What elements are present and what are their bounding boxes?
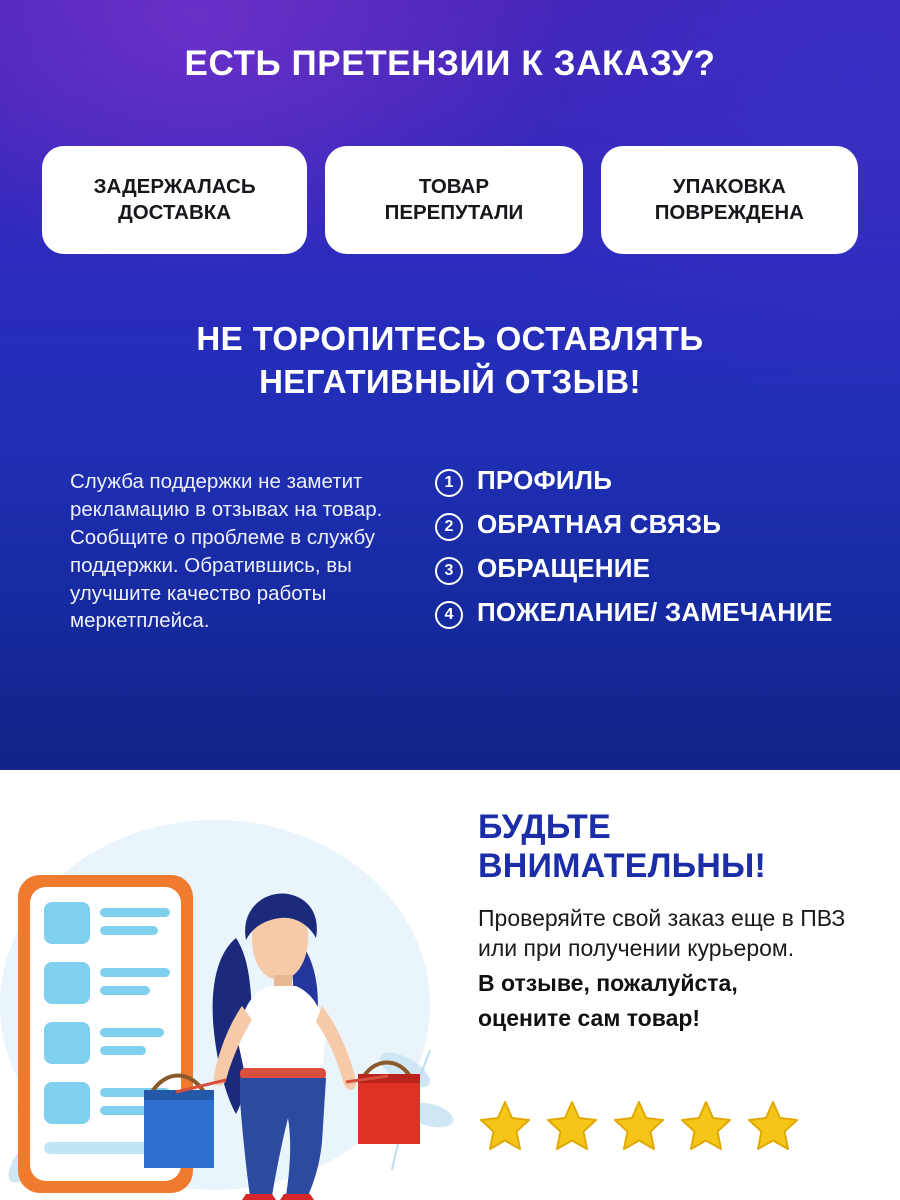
star-icon xyxy=(612,1100,666,1152)
subtitle xyxy=(0,318,900,404)
list-item xyxy=(435,554,855,585)
step-label-request: ОБРАЩЕНИЕ xyxy=(477,553,651,583)
attention-block xyxy=(478,808,878,1033)
attention-body-bold-line2: оцените сам товар! xyxy=(478,1004,701,1031)
chip-delayed-delivery-line1: ЗАДЕРЖАЛАСЬ xyxy=(93,174,256,198)
attention-title xyxy=(478,808,878,887)
woman-with-shopping-bags-and-phone-illustration xyxy=(0,770,470,1200)
star-icon xyxy=(746,1100,800,1152)
star-icon xyxy=(545,1100,599,1152)
chip-wrong-item xyxy=(325,146,582,254)
support-paragraph: Служба поддержки не заметит рекламацию в отзывах на товар. Сообщите о проблеме в службу поддержки. Обратившись, вы улучшите качество работы меркетплейса. xyxy=(70,470,383,633)
star-icon xyxy=(478,1100,532,1152)
list-item xyxy=(435,466,855,497)
rating-stars xyxy=(478,1100,838,1152)
subtitle-line1: НЕ ТОРОПИТЕСЬ ОСТАВЛЯТЬ xyxy=(196,320,704,357)
list-item xyxy=(435,598,855,629)
step-number-1: 1 xyxy=(435,469,463,497)
chip-delayed-delivery-line2: ДОСТАВКА xyxy=(118,201,232,224)
star-icon xyxy=(679,1100,733,1152)
page-title: ЕСТЬ ПРЕТЕНЗИИ К ЗАКАЗУ? xyxy=(184,44,716,83)
chip-wrong-item-line2: ПЕРЕПУТАЛИ xyxy=(384,201,524,224)
attention-title-line1: БУДЬТЕ xyxy=(478,808,611,846)
chip-damaged-packaging-line1: УПАКОВКА xyxy=(672,174,786,198)
attention-title-line2: ВНИМАТЕЛЬНЫ! xyxy=(478,847,767,886)
step-number-2: 2 xyxy=(435,513,463,541)
chip-damaged-packaging-line2: ПОВРЕЖДЕНА xyxy=(654,201,804,224)
list-item xyxy=(435,510,855,541)
subtitle-line2: НЕГАТИВНЫЙ ОТЗЫВ! xyxy=(259,362,641,400)
shopping-bag-red xyxy=(358,1063,420,1145)
attention-body: Проверяйте свой заказ еще в ПВЗ или при получении курьером. xyxy=(478,904,846,962)
bottom-white-panel xyxy=(0,770,900,1200)
step-label-wish-remark: ПОЖЕЛАНИЕ/ ЗАМЕЧАНИЕ xyxy=(477,597,833,627)
chip-damaged-packaging xyxy=(601,146,858,254)
step-label-profile: ПРОФИЛЬ xyxy=(477,465,613,495)
steps-list xyxy=(435,466,855,642)
step-number-3: 3 xyxy=(435,557,463,585)
chip-delayed-delivery xyxy=(42,146,307,254)
step-label-feedback: ОБРАТНАЯ СВЯЗЬ xyxy=(477,509,722,539)
attention-body-bold-line1: В отзыве, пожалуйста, xyxy=(478,970,738,997)
claim-reasons-chip-group xyxy=(42,146,858,254)
chip-wrong-item-line1: ТОВАР xyxy=(418,174,490,198)
step-number-4: 4 xyxy=(435,601,463,629)
